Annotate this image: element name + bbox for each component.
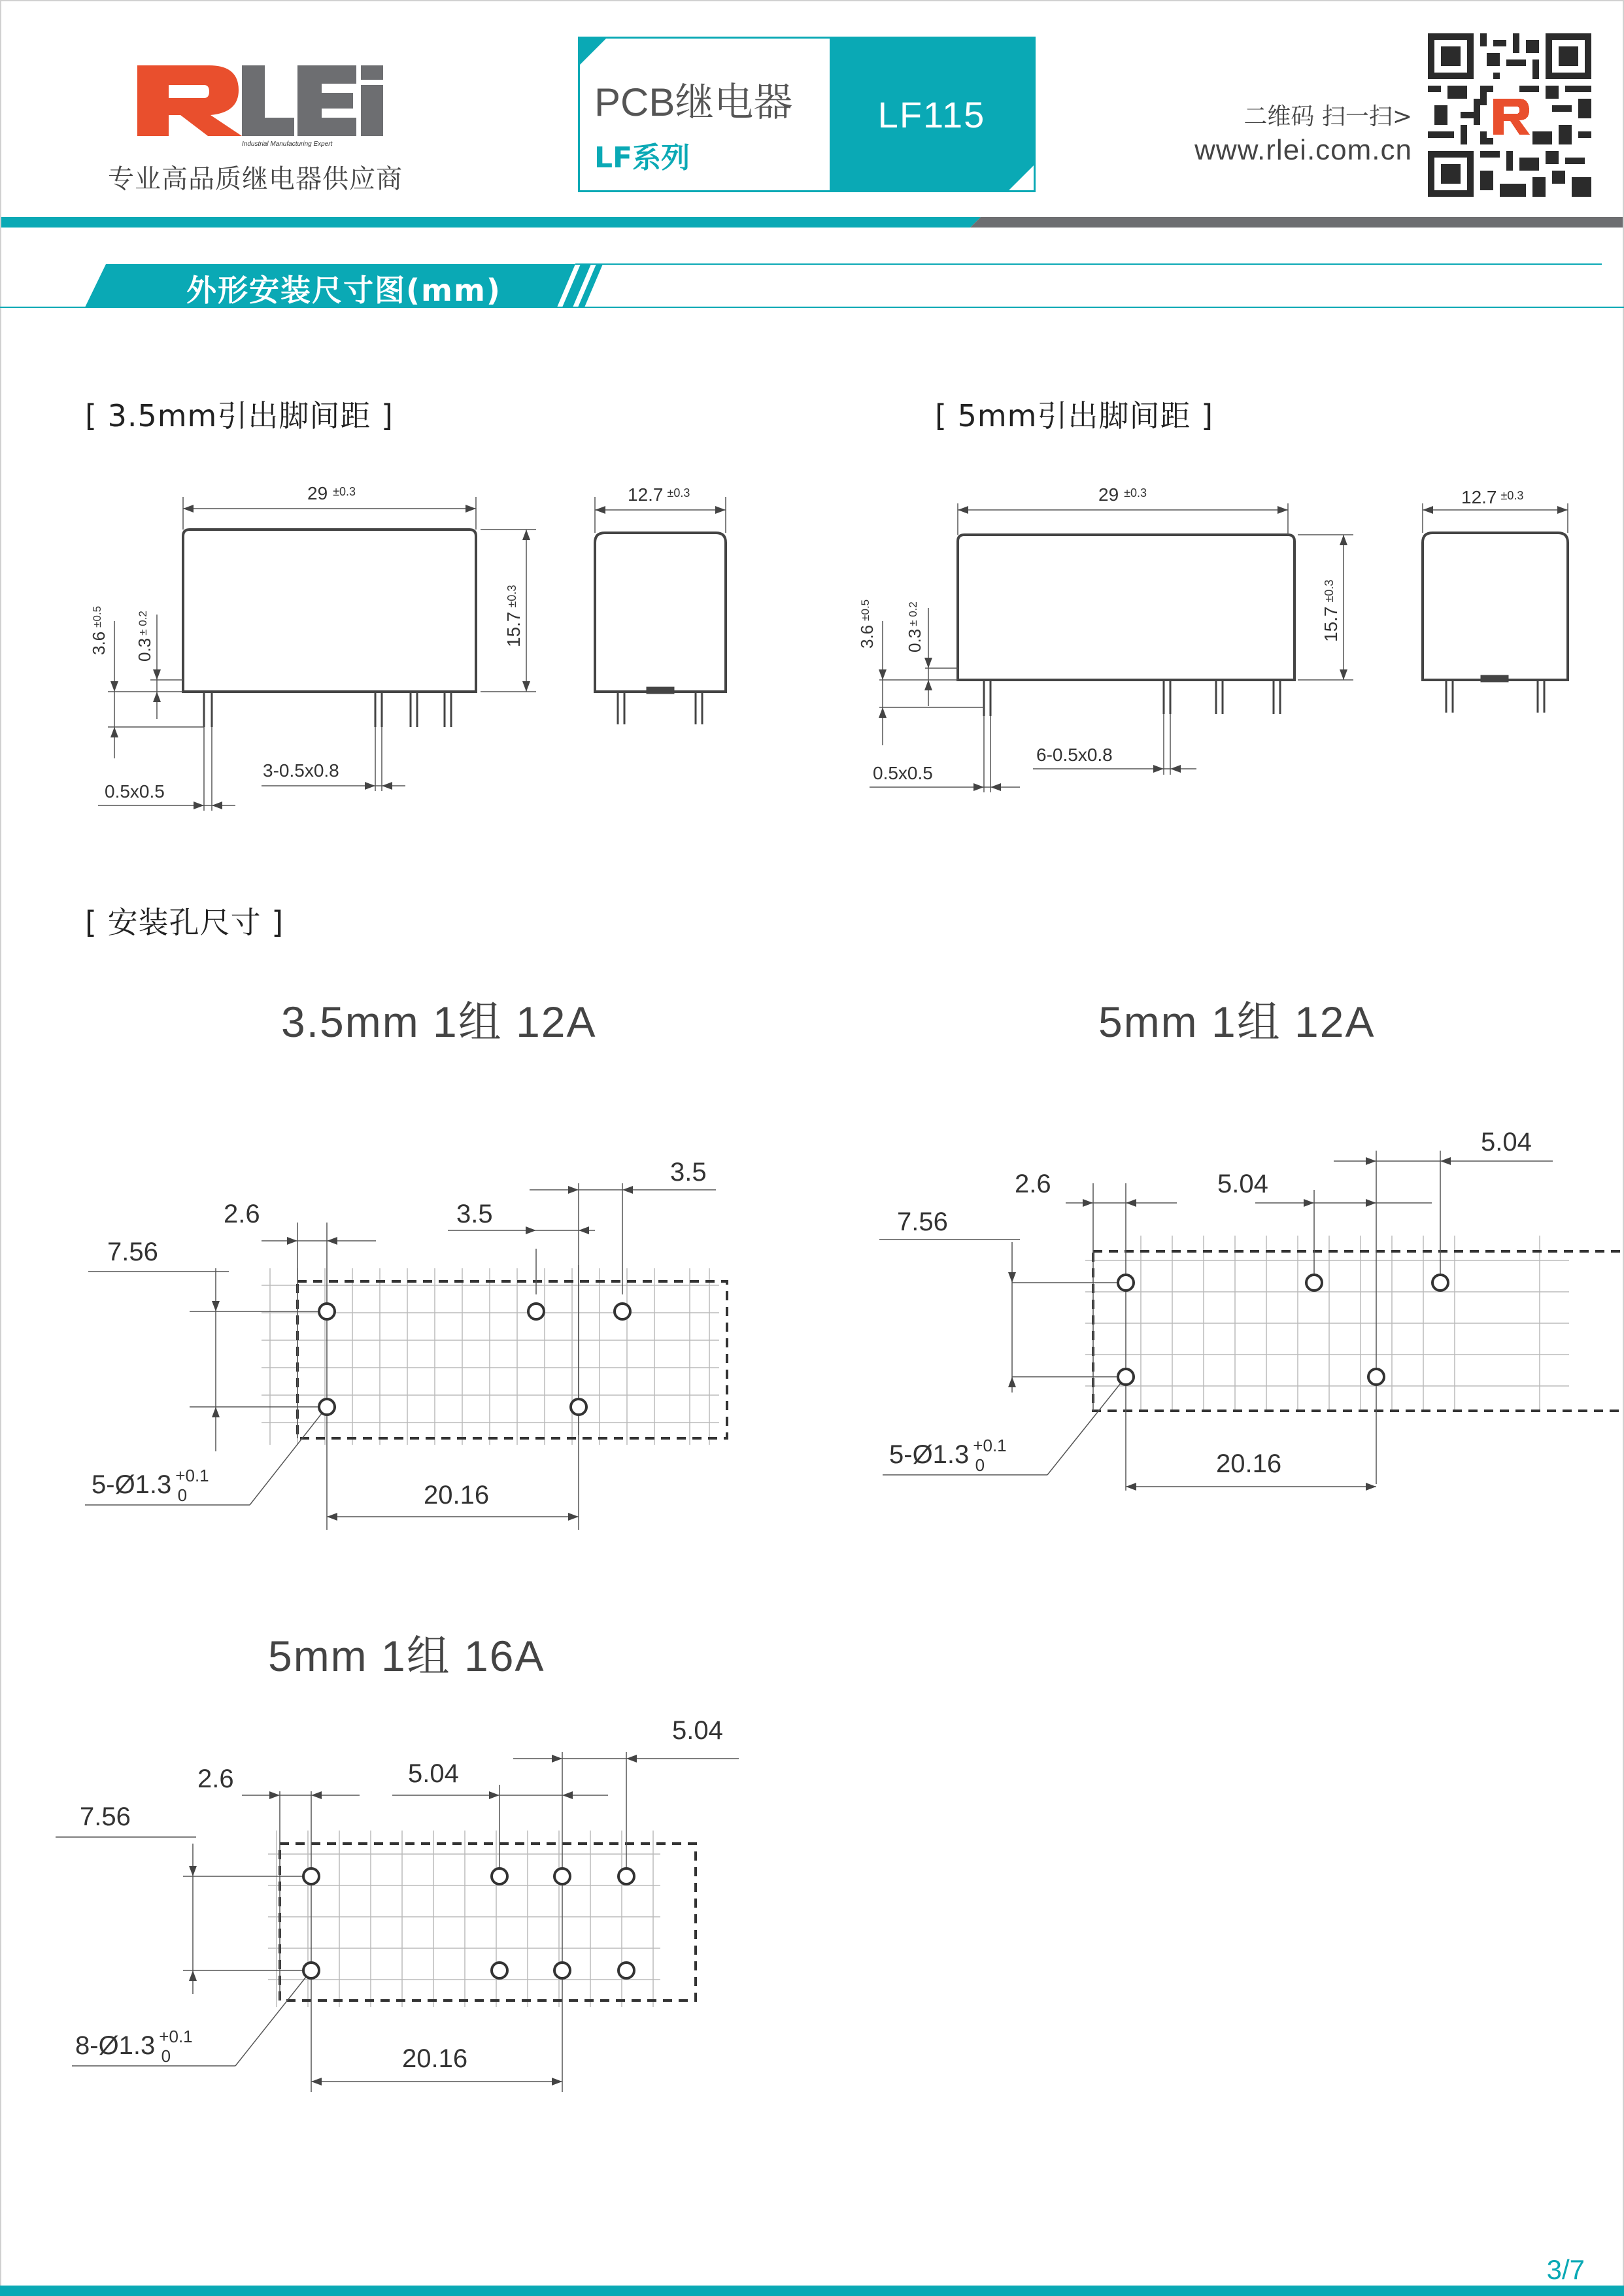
dim-width-tol: ±0.3 [667, 486, 690, 499]
product-series: LF系列 [594, 141, 690, 175]
dim-standoff-value-5mm: 0.3 [905, 628, 924, 652]
dim-standoff-value: 0.3 [135, 637, 154, 662]
company-tagline: 专业高品质继电器供应商 [108, 164, 403, 194]
model-number: LF115 [877, 94, 986, 135]
hole-spec-b: 5-Ø1.3 [889, 1440, 970, 1469]
website-url[interactable]: www.rlei.com.cn [1194, 134, 1412, 166]
dim-3-5-pitch: 3.5 [456, 1200, 493, 1228]
dim-pin-len-value: 3.6 [89, 631, 109, 655]
product-type: PCB继电器 [594, 80, 793, 124]
outline-drawing-3-5mm [0, 458, 817, 824]
pcb-layout-3-5mm-12a [65, 1138, 785, 1543]
hole-tol-lower: 0 [177, 1485, 188, 1505]
dim-width-value-5mm: 12.7 [1461, 487, 1497, 507]
dim-7-56-c: 7.56 [80, 1802, 131, 1831]
dim-height-value-5mm: 15.7 [1321, 606, 1341, 642]
dim-20-16: 20.16 [424, 1481, 490, 1510]
title-box-corners [580, 39, 1038, 194]
pin-section-label-5mm: 0.5x0.5 [873, 763, 933, 783]
dim-length-tol-5mm: ±0.3 [1124, 486, 1147, 499]
svg-text:3.6±0.5 [857, 599, 877, 649]
dim-5-04-right-b: 5.04 [1481, 1128, 1532, 1156]
dim-5-04-right-c: 5.04 [672, 1716, 723, 1745]
hole-tol-upper-c: +0.1 [159, 2027, 193, 2046]
svg-text:12.7±0.3 [628, 484, 690, 505]
svg-text:5-Ø1.3+0.10 [92, 1466, 209, 1505]
hole-spec-c: 8-Ø1.3 [75, 2031, 156, 2060]
pin-section-label: 0.5x0.5 [105, 781, 165, 802]
scan-qr-text: 二维码 扫一扫> [1243, 103, 1412, 130]
pcb-layout-5mm-12a [863, 1111, 1621, 1517]
rlei-logo [131, 52, 392, 150]
dim-length-value: 29 [307, 483, 328, 503]
pin-count-label: 3-0.5x0.8 [263, 760, 339, 781]
dim-length-value-5mm: 29 [1098, 484, 1119, 505]
outline-drawing-5mm [817, 458, 1624, 824]
dim-5-04-pitch-b: 5.04 [1217, 1170, 1268, 1198]
hole-tol-lower-b: 0 [975, 1455, 985, 1475]
dim-2-6: 2.6 [224, 1200, 260, 1228]
svg-text:15.7±0.3 [1321, 580, 1341, 642]
dim-standoff-tol-5mm: ± 0.2 [907, 601, 919, 626]
product-title-box [578, 37, 1036, 192]
outline-heading-5mm: [ 5mm引出脚间距 ] [935, 398, 1214, 433]
svg-text:Industrial Manufacturing Exper: Industrial Manufacturing Expert [242, 141, 333, 148]
pcb-layout-5mm-16a [52, 1700, 771, 2105]
pin-count-label-5mm: 6-0.5x0.8 [1036, 745, 1113, 765]
outline-heading-3-5mm: [ 3.5mm引出脚间距 ] [85, 398, 394, 433]
hole-tol-lower-c: 0 [161, 2046, 171, 2066]
dim-pin-len-tol: ±0.5 [91, 605, 103, 628]
dim-20-16-b: 20.16 [1216, 1449, 1282, 1478]
dim-height-tol-5mm: ±0.3 [1323, 579, 1336, 603]
hole-tol-upper: +0.1 [175, 1466, 209, 1485]
svg-text:5-Ø1.3+0.10 [889, 1436, 1007, 1475]
dim-pin-len-value-5mm: 3.6 [857, 624, 877, 649]
dim-width-value: 12.7 [628, 484, 664, 505]
qr-code-icon[interactable] [1428, 33, 1591, 197]
dim-20-16-c: 20.16 [402, 2044, 468, 2073]
mounting-heading: [ 安装孔尺寸 ] [85, 905, 284, 940]
dim-height-value: 15.7 [503, 611, 524, 647]
svg-text:29±0.3 [307, 483, 356, 503]
caption-5mm-16a: 5mm 1组 16A [268, 1632, 545, 1680]
dim-2-6-b: 2.6 [1015, 1170, 1051, 1198]
dim-height-tol: ±0.3 [505, 584, 518, 608]
page-number: 3/7 [1546, 2254, 1585, 2285]
dim-7-56-b: 7.56 [897, 1207, 948, 1236]
hole-spec: 5-Ø1.3 [92, 1470, 172, 1499]
dim-pin-len-tol-5mm: ±0.5 [859, 599, 871, 621]
caption-3-5mm-12a: 3.5mm 1组 12A [281, 998, 597, 1046]
dim-standoff-tol: ± 0.2 [137, 611, 149, 635]
svg-text:8-Ø1.3+0.10 [75, 2027, 193, 2066]
footer-bar [0, 2282, 1624, 2296]
dim-5-04-pitch-c: 5.04 [408, 1759, 459, 1788]
svg-text:0.3± 0.2 [905, 601, 924, 652]
dim-3-5-right: 3.5 [670, 1158, 707, 1187]
svg-text:3.6±0.5 [89, 606, 109, 655]
hole-tol-upper-b: +0.1 [973, 1436, 1007, 1455]
dim-length-tol: ±0.3 [333, 485, 356, 498]
svg-text:15.7±0.3 [503, 585, 524, 647]
caption-5mm-12a: 5mm 1组 12A [1098, 998, 1376, 1046]
svg-text:0.3± 0.2 [135, 611, 154, 662]
section-title: 外形安装尺寸图(mm) [186, 273, 501, 308]
svg-text:12.7±0.3 [1461, 487, 1523, 507]
svg-text:29±0.3 [1098, 484, 1147, 505]
dim-2-6-c: 2.6 [197, 1764, 234, 1793]
dim-7-56: 7.56 [107, 1238, 158, 1266]
dim-width-tol-5mm: ±0.3 [1500, 489, 1524, 502]
